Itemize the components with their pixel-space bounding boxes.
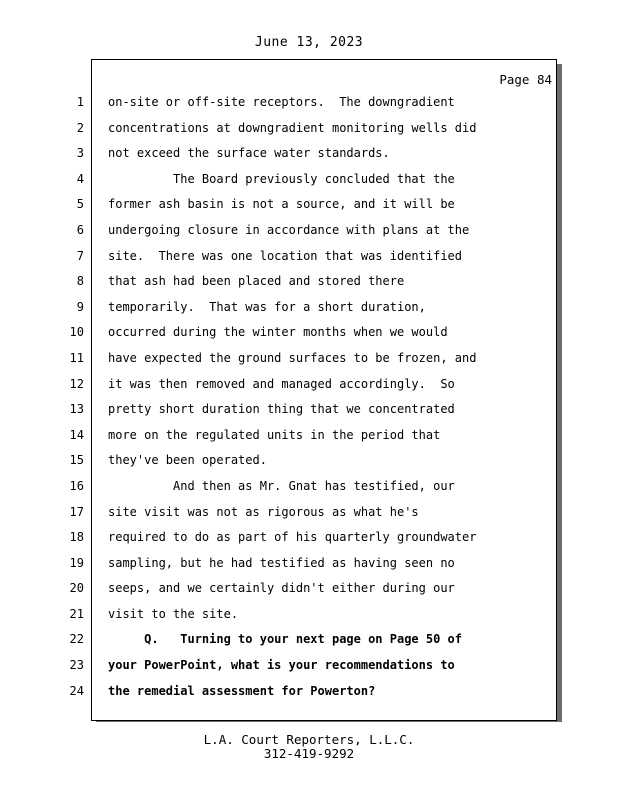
- line-number: 11: [69, 350, 84, 365]
- line-number: 14: [69, 427, 84, 442]
- transcript-line: visit to the site.: [108, 606, 239, 621]
- line-number: 13: [69, 402, 84, 417]
- transcript-line: pretty short duration thing that we concentrated: [108, 402, 455, 417]
- question-line: the remedial assessment for Powerton?: [108, 683, 376, 698]
- line-number: 3: [76, 146, 84, 161]
- transcript-line: seeps, and we certainly didn't either during our: [108, 581, 455, 596]
- line-number: 5: [76, 197, 84, 212]
- transcript-date: June 13, 2023: [254, 35, 364, 50]
- line-number: 4: [76, 171, 84, 186]
- transcript-line: And then as Mr. Gnat has testified, our: [108, 478, 455, 493]
- line-number: 24: [69, 683, 84, 698]
- line-number-column: [60, 90, 84, 704]
- transcript-line: temporarily. That was for a short duration,: [108, 299, 426, 314]
- reporter-company: L.A. Court Reporters, L.L.C.: [203, 732, 415, 747]
- transcript-line: former ash basin is not a source, and it will be: [108, 197, 455, 212]
- footer: [0, 733, 618, 761]
- line-number: 8: [76, 274, 84, 289]
- transcript-line: concentrations at downgradient monitoring wells did: [108, 120, 477, 135]
- line-number: 22: [69, 632, 84, 647]
- line-number: 23: [69, 658, 84, 673]
- line-number: 17: [69, 504, 84, 519]
- transcript-line: more on the regulated units in the period that: [108, 427, 441, 442]
- line-number: 19: [69, 555, 84, 570]
- line-number: 18: [69, 530, 84, 545]
- line-number: 2: [76, 120, 84, 135]
- line-number: 1: [76, 95, 84, 109]
- transcript-line: it was then removed and managed accordingly. So: [108, 376, 455, 391]
- line-number: 16: [69, 478, 84, 493]
- transcript-line: required to do as part of his quarterly groundwater: [108, 530, 477, 545]
- transcript-line: undergoing closure in accordance with plans at the: [108, 222, 470, 237]
- page-number: Page 84: [499, 72, 552, 87]
- transcript-line: site visit was not as rigorous as what he's: [108, 504, 419, 519]
- line-number: 6: [76, 222, 84, 237]
- question-line: Q. Turning to your next page on Page 50 of: [108, 632, 463, 647]
- transcript-line: site. There was one location that was identified: [108, 248, 463, 263]
- line-number: 7: [76, 248, 84, 263]
- transcript-line: on-site or off-site receptors. The downgradient: [108, 95, 455, 109]
- transcript-line: not exceed the surface water standards.: [108, 146, 390, 161]
- line-number: 15: [69, 453, 84, 468]
- transcript-line: The Board previously concluded that the: [108, 171, 455, 186]
- question-line: your PowerPoint, what is your recommendations to: [108, 658, 455, 673]
- line-number: 9: [76, 299, 84, 314]
- reporter-phone: 312-419-9292: [263, 746, 355, 761]
- line-number: 20: [69, 581, 84, 596]
- transcript-line: have expected the ground surfaces to be frozen, and: [108, 350, 477, 365]
- transcript-line: that ash had been placed and stored there: [108, 274, 405, 289]
- transcript-line: occurred during the winter months when we would: [108, 325, 448, 340]
- transcript-body: [108, 90, 548, 704]
- line-number: 12: [69, 376, 84, 391]
- line-number: 10: [69, 325, 84, 340]
- transcript-line: sampling, but he had testified as having seen no: [108, 555, 455, 570]
- line-number: 21: [69, 606, 84, 621]
- transcript-line: they've been operated.: [108, 453, 267, 468]
